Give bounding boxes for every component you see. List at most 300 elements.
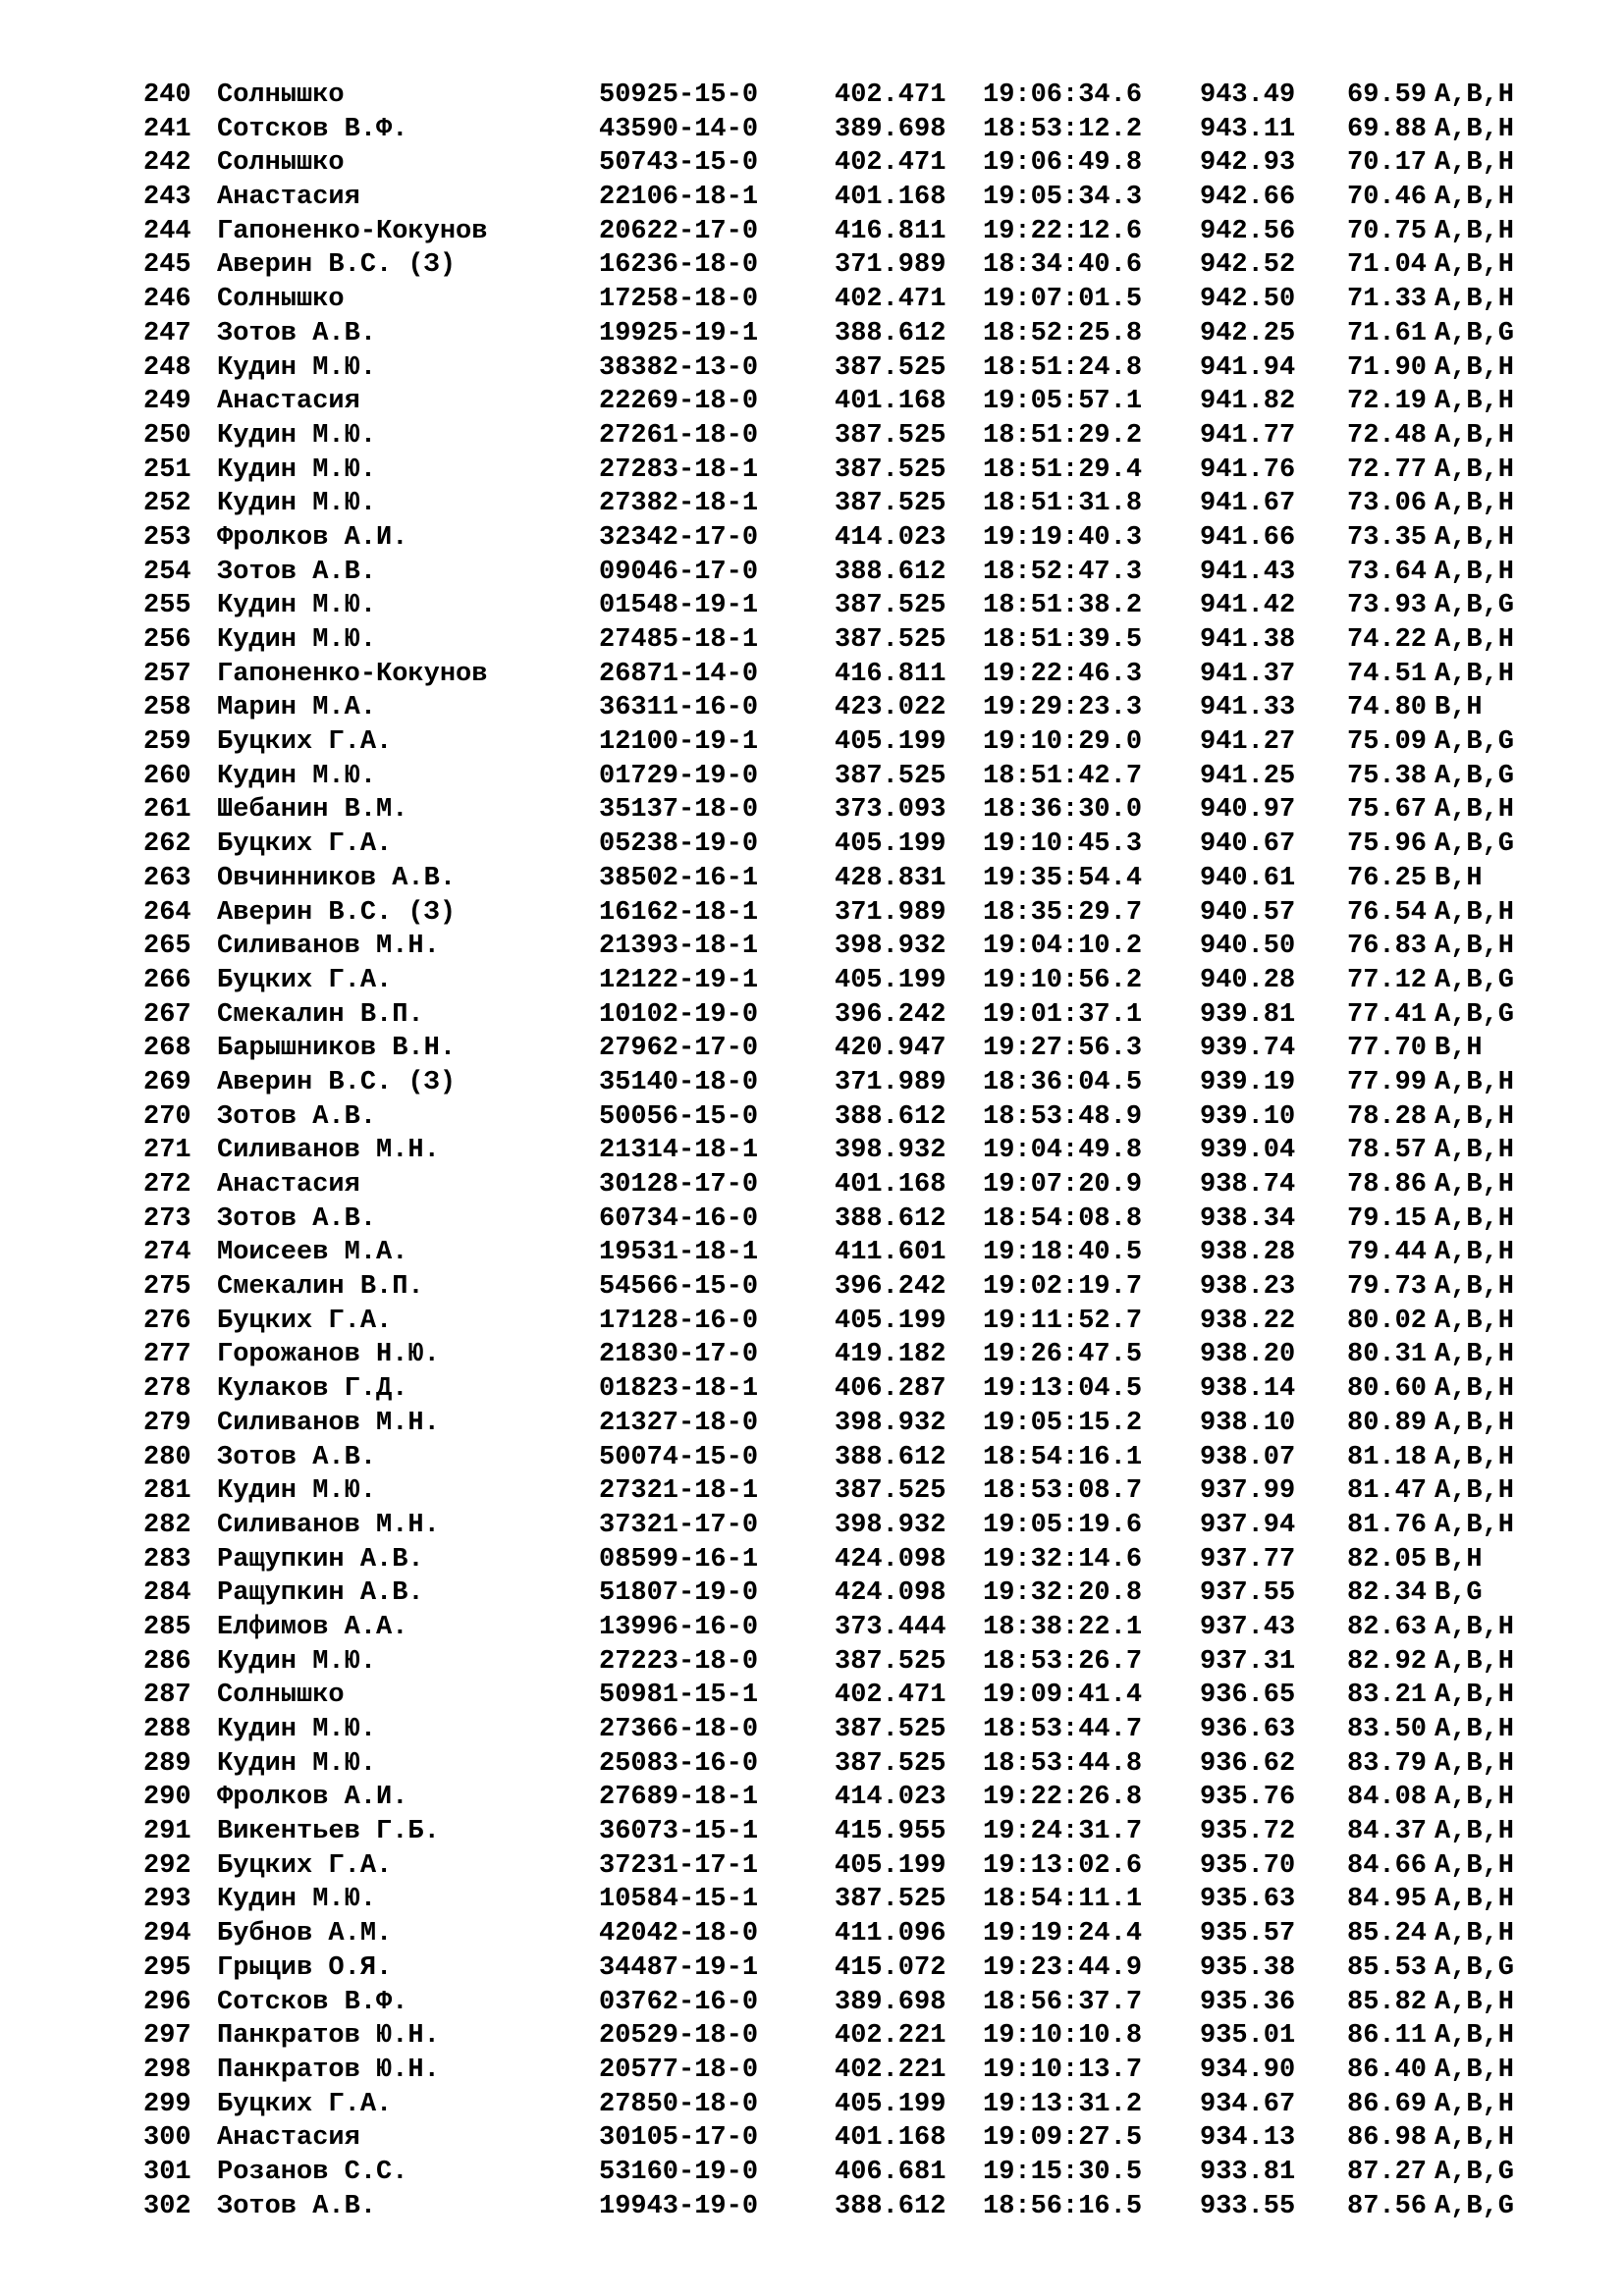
coefficient: 76.25 (1347, 863, 1428, 893)
distance: 405.199 (835, 2089, 947, 2119)
speed: 940.97 (1200, 795, 1296, 826)
fancier-name: Сотсков В.Ф. (217, 1987, 408, 2017)
coefficient: 87.27 (1347, 2157, 1428, 2187)
coefficient: 69.59 (1347, 80, 1428, 110)
codes: A,B,H (1435, 897, 1515, 928)
place-number: 289 (143, 1748, 191, 1779)
codes: A,B,H (1435, 1987, 1515, 2017)
place-number: 269 (143, 1067, 191, 1097)
codes: A,B,H (1435, 1476, 1515, 1507)
result-row (0, 2190, 1624, 2224)
arrival-time: 18:36:04.5 (983, 1067, 1143, 1097)
place-number: 248 (143, 352, 191, 383)
ring-number: 19943-19-0 (599, 2191, 759, 2221)
codes: A,B,H (1435, 454, 1515, 485)
result-row (0, 1032, 1624, 1066)
place-number: 259 (143, 727, 191, 758)
codes: B,H (1435, 863, 1483, 893)
ring-number: 50074-15-0 (599, 1442, 759, 1472)
speed: 941.25 (1200, 761, 1296, 791)
distance: 402.471 (835, 1681, 947, 1711)
codes: A,B,H (1435, 1783, 1515, 1813)
arrival-time: 19:10:56.2 (983, 965, 1143, 995)
arrival-time: 18:51:29.4 (983, 454, 1143, 485)
codes: A,B,H (1435, 2123, 1515, 2154)
coefficient: 81.18 (1347, 1442, 1428, 1472)
coefficient: 83.50 (1347, 1715, 1428, 1744)
distance: 398.932 (835, 1510, 947, 1540)
arrival-time: 19:10:45.3 (983, 829, 1143, 860)
result-row (0, 181, 1624, 215)
codes: A,B,G (1435, 727, 1515, 758)
fancier-name: Горожанов Н.Ю. (217, 1340, 440, 1370)
ring-number: 26871-14-0 (599, 659, 759, 689)
speed: 943.49 (1200, 80, 1296, 110)
coefficient: 78.86 (1347, 1170, 1428, 1200)
distance: 406.681 (835, 2157, 947, 2187)
place-number: 297 (143, 2021, 191, 2052)
distance: 387.525 (835, 1748, 947, 1779)
ring-number: 60734-16-0 (599, 1203, 759, 1234)
fancier-name: Силиванов М.Н. (217, 1408, 440, 1438)
codes: A,B,H (1435, 1646, 1515, 1677)
distance: 387.525 (835, 420, 947, 451)
speed: 940.61 (1200, 863, 1296, 893)
fancier-name: Аверин В.С. (З) (217, 250, 457, 281)
distance: 387.525 (835, 454, 947, 485)
fancier-name: Кудин М.Ю. (217, 761, 377, 791)
fancier-name: Силиванов М.Н. (217, 1136, 440, 1166)
coefficient: 77.41 (1347, 999, 1428, 1030)
place-number: 266 (143, 965, 191, 995)
distance: 402.471 (835, 285, 947, 315)
distance: 388.612 (835, 1442, 947, 1472)
coefficient: 71.61 (1347, 318, 1428, 348)
fancier-name: Аверин В.С. (З) (217, 1067, 457, 1097)
result-row (0, 2054, 1624, 2088)
result-row (0, 1474, 1624, 1509)
coefficient: 72.48 (1347, 420, 1428, 451)
fancier-name: Кудин М.Ю. (217, 1885, 377, 1915)
place-number: 260 (143, 761, 191, 791)
arrival-time: 19:05:19.6 (983, 1510, 1143, 1540)
coefficient: 71.04 (1347, 250, 1428, 281)
fancier-name: Викентьев Г.Б. (217, 1817, 440, 1847)
distance: 405.199 (835, 965, 947, 995)
ring-number: 42042-18-0 (599, 1919, 759, 1949)
result-row (0, 1202, 1624, 1237)
arrival-time: 18:51:24.8 (983, 352, 1143, 383)
result-row (0, 351, 1624, 386)
arrival-time: 19:06:49.8 (983, 148, 1143, 179)
speed: 942.66 (1200, 183, 1296, 213)
coefficient: 83.79 (1347, 1748, 1428, 1779)
distance: 398.932 (835, 932, 947, 962)
fancier-name: Анастасия (217, 387, 360, 417)
distance: 371.989 (835, 897, 947, 928)
place-number: 286 (143, 1646, 191, 1677)
coefficient: 79.73 (1347, 1272, 1428, 1303)
ring-number: 22106-18-1 (599, 183, 759, 213)
codes: B,G (1435, 1578, 1483, 1609)
codes: A,B,H (1435, 1101, 1515, 1132)
speed: 941.37 (1200, 659, 1296, 689)
distance: 389.698 (835, 1987, 947, 2017)
result-row (0, 1441, 1624, 1475)
result-row (0, 1372, 1624, 1407)
place-number: 258 (143, 693, 191, 723)
ring-number: 25083-16-0 (599, 1748, 759, 1779)
speed: 942.50 (1200, 285, 1296, 315)
arrival-time: 18:36:30.0 (983, 795, 1143, 826)
result-row (0, 1100, 1624, 1135)
fancier-name: Гапоненко-Кокунов (217, 659, 488, 689)
arrival-time: 19:05:57.1 (983, 387, 1143, 417)
fancier-name: Фролков А.И. (217, 1783, 408, 1813)
place-number: 280 (143, 1442, 191, 1472)
coefficient: 86.98 (1347, 2123, 1428, 2154)
ring-number: 21314-18-1 (599, 1136, 759, 1166)
arrival-time: 19:24:31.7 (983, 1817, 1143, 1847)
arrival-time: 19:15:30.5 (983, 2157, 1143, 2187)
ring-number: 03762-16-0 (599, 1987, 759, 2017)
result-row (0, 317, 1624, 351)
coefficient: 74.80 (1347, 693, 1428, 723)
ring-number: 19925-19-1 (599, 318, 759, 348)
fancier-name: Солнышко (217, 80, 345, 110)
result-row (0, 419, 1624, 454)
speed: 937.94 (1200, 1510, 1296, 1540)
result-row (0, 793, 1624, 828)
distance: 411.601 (835, 1238, 947, 1268)
speed: 935.63 (1200, 1885, 1296, 1915)
coefficient: 77.12 (1347, 965, 1428, 995)
speed: 934.90 (1200, 2055, 1296, 2085)
result-row (0, 1168, 1624, 1202)
codes: A,B,H (1435, 795, 1515, 826)
arrival-time: 19:09:27.5 (983, 2123, 1143, 2154)
speed: 938.07 (1200, 1442, 1296, 1472)
speed: 941.42 (1200, 591, 1296, 621)
fancier-name: Сотсков В.Ф. (217, 114, 408, 144)
ring-number: 22269-18-0 (599, 387, 759, 417)
coefficient: 76.54 (1347, 897, 1428, 928)
place-number: 257 (143, 659, 191, 689)
arrival-time: 18:53:08.7 (983, 1476, 1143, 1507)
codes: A,B,G (1435, 2157, 1515, 2187)
distance: 401.168 (835, 183, 947, 213)
fancier-name: Розанов С.С. (217, 2157, 408, 2187)
codes: A,B,H (1435, 2021, 1515, 2052)
coefficient: 70.75 (1347, 216, 1428, 246)
place-number: 300 (143, 2123, 191, 2154)
coefficient: 77.99 (1347, 1067, 1428, 1097)
speed: 939.81 (1200, 999, 1296, 1030)
result-row (0, 556, 1624, 590)
coefficient: 71.90 (1347, 352, 1428, 383)
fancier-name: Елфимов А.А. (217, 1612, 408, 1642)
arrival-time: 19:22:46.3 (983, 659, 1143, 689)
speed: 937.55 (1200, 1578, 1296, 1609)
distance: 373.093 (835, 795, 947, 826)
coefficient: 75.38 (1347, 761, 1428, 791)
ring-number: 27321-18-1 (599, 1476, 759, 1507)
result-row (0, 1781, 1624, 1815)
fancier-name: Кудин М.Ю. (217, 1748, 377, 1779)
place-number: 240 (143, 80, 191, 110)
arrival-time: 19:13:31.2 (983, 2089, 1143, 2119)
arrival-time: 18:54:11.1 (983, 1885, 1143, 1915)
result-row (0, 2156, 1624, 2190)
result-row (0, 1986, 1624, 2020)
codes: A,B,G (1435, 829, 1515, 860)
place-number: 301 (143, 2157, 191, 2187)
place-number: 276 (143, 1306, 191, 1336)
ring-number: 51807-19-0 (599, 1578, 759, 1609)
place-number: 252 (143, 489, 191, 519)
speed: 939.19 (1200, 1067, 1296, 1097)
fancier-name: Кудин М.Ю. (217, 489, 377, 519)
ring-number: 38502-16-1 (599, 863, 759, 893)
fancier-name: Солнышко (217, 1681, 345, 1711)
speed: 940.57 (1200, 897, 1296, 928)
coefficient: 81.76 (1347, 1510, 1428, 1540)
arrival-time: 18:56:37.7 (983, 1987, 1143, 2017)
arrival-time: 18:35:29.7 (983, 897, 1143, 928)
speed: 934.67 (1200, 2089, 1296, 2119)
coefficient: 87.56 (1347, 2191, 1428, 2221)
codes: A,B,H (1435, 1272, 1515, 1303)
fancier-name: Зотов А.В. (217, 318, 377, 348)
codes: A,B,H (1435, 1170, 1515, 1200)
ring-number: 43590-14-0 (599, 114, 759, 144)
arrival-time: 18:52:25.8 (983, 318, 1143, 348)
distance: 388.612 (835, 318, 947, 348)
coefficient: 70.46 (1347, 183, 1428, 213)
coefficient: 75.67 (1347, 795, 1428, 826)
coefficient: 78.28 (1347, 1101, 1428, 1132)
ring-number: 12122-19-1 (599, 965, 759, 995)
codes: A,B,G (1435, 318, 1515, 348)
ring-number: 17258-18-0 (599, 285, 759, 315)
speed: 942.93 (1200, 148, 1296, 179)
coefficient: 79.15 (1347, 1203, 1428, 1234)
fancier-name: Панкратов Ю.Н. (217, 2021, 440, 2052)
result-row (0, 215, 1624, 249)
distance: 387.525 (835, 625, 947, 655)
ring-number: 34487-19-1 (599, 1952, 759, 1983)
speed: 941.77 (1200, 420, 1296, 451)
coefficient: 85.53 (1347, 1952, 1428, 1983)
ring-number: 27962-17-0 (599, 1034, 759, 1064)
fancier-name: Силиванов М.Н. (217, 1510, 440, 1540)
place-number: 275 (143, 1272, 191, 1303)
speed: 935.70 (1200, 1850, 1296, 1881)
distance: 387.525 (835, 1646, 947, 1677)
speed: 938.74 (1200, 1170, 1296, 1200)
result-row (0, 1270, 1624, 1305)
speed: 938.22 (1200, 1306, 1296, 1336)
ring-number: 08599-16-1 (599, 1544, 759, 1575)
fancier-name: Силиванов М.Н. (217, 932, 440, 962)
arrival-time: 19:32:14.6 (983, 1544, 1143, 1575)
codes: A,B,H (1435, 659, 1515, 689)
fancier-name: Шебанин В.М. (217, 795, 408, 826)
result-row (0, 1066, 1624, 1100)
distance: 388.612 (835, 1101, 947, 1132)
arrival-time: 19:19:40.3 (983, 522, 1143, 553)
distance: 420.947 (835, 1034, 947, 1064)
speed: 935.72 (1200, 1817, 1296, 1847)
place-number: 287 (143, 1681, 191, 1711)
fancier-name: Анастасия (217, 1170, 360, 1200)
place-number: 293 (143, 1885, 191, 1915)
ring-number: 30105-17-0 (599, 2123, 759, 2154)
fancier-name: Буцких Г.А. (217, 2089, 393, 2119)
coefficient: 76.83 (1347, 932, 1428, 962)
ring-number: 54566-15-0 (599, 1272, 759, 1303)
distance: 402.221 (835, 2055, 947, 2085)
ring-number: 05238-19-0 (599, 829, 759, 860)
distance: 414.023 (835, 522, 947, 553)
coefficient: 74.51 (1347, 659, 1428, 689)
codes: B,H (1435, 1544, 1483, 1575)
coefficient: 73.35 (1347, 522, 1428, 553)
arrival-time: 18:54:08.8 (983, 1203, 1143, 1234)
distance: 401.168 (835, 2123, 947, 2154)
result-row (0, 964, 1624, 998)
ring-number: 12100-19-1 (599, 727, 759, 758)
arrival-time: 18:53:26.7 (983, 1646, 1143, 1677)
coefficient: 75.96 (1347, 829, 1428, 860)
distance: 402.221 (835, 2021, 947, 2052)
place-number: 262 (143, 829, 191, 860)
distance: 387.525 (835, 489, 947, 519)
coefficient: 80.31 (1347, 1340, 1428, 1370)
fancier-name: Ращупкин А.В. (217, 1544, 424, 1575)
distance: 428.831 (835, 863, 947, 893)
codes: A,B,H (1435, 489, 1515, 519)
result-row (0, 760, 1624, 794)
codes: A,B,H (1435, 285, 1515, 315)
arrival-time: 19:07:01.5 (983, 285, 1143, 315)
distance: 406.287 (835, 1374, 947, 1405)
arrival-time: 19:18:40.5 (983, 1238, 1143, 1268)
arrival-time: 18:51:42.7 (983, 761, 1143, 791)
arrival-time: 18:56:16.5 (983, 2191, 1143, 2221)
result-row (0, 1679, 1624, 1713)
arrival-time: 18:53:48.9 (983, 1101, 1143, 1132)
ring-number: 17128-16-0 (599, 1306, 759, 1336)
place-number: 283 (143, 1544, 191, 1575)
coefficient: 73.64 (1347, 557, 1428, 587)
coefficient: 78.57 (1347, 1136, 1428, 1166)
place-number: 253 (143, 522, 191, 553)
codes: A,B,H (1435, 1306, 1515, 1336)
ring-number: 35137-18-0 (599, 795, 759, 826)
distance: 388.612 (835, 2191, 947, 2221)
codes: A,B,H (1435, 114, 1515, 144)
fancier-name: Кудин М.Ю. (217, 1476, 377, 1507)
place-number: 268 (143, 1034, 191, 1064)
codes: A,B,H (1435, 2089, 1515, 2119)
ring-number: 20529-18-0 (599, 2021, 759, 2052)
speed: 937.99 (1200, 1476, 1296, 1507)
fancier-name: Анастасия (217, 2123, 360, 2154)
coefficient: 86.11 (1347, 2021, 1428, 2052)
place-number: 249 (143, 387, 191, 417)
speed: 938.34 (1200, 1203, 1296, 1234)
place-number: 281 (143, 1476, 191, 1507)
place-number: 277 (143, 1340, 191, 1370)
speed: 942.56 (1200, 216, 1296, 246)
arrival-time: 19:26:47.5 (983, 1340, 1143, 1370)
result-row (0, 454, 1624, 488)
speed: 941.38 (1200, 625, 1296, 655)
fancier-name: Зотов А.В. (217, 2191, 377, 2221)
ring-number: 27223-18-0 (599, 1646, 759, 1677)
place-number: 245 (143, 250, 191, 281)
place-number: 274 (143, 1238, 191, 1268)
ring-number: 36311-16-0 (599, 693, 759, 723)
fancier-name: Панкратов Ю.Н. (217, 2055, 440, 2085)
ring-number: 01548-19-1 (599, 591, 759, 621)
fancier-name: Буцких Г.А. (217, 727, 393, 758)
fancier-name: Буцких Г.А. (217, 1850, 393, 1881)
codes: A,B,G (1435, 965, 1515, 995)
place-number: 299 (143, 2089, 191, 2119)
place-number: 278 (143, 1374, 191, 1405)
place-number: 264 (143, 897, 191, 928)
codes: A,B,H (1435, 80, 1515, 110)
place-number: 296 (143, 1987, 191, 2017)
arrival-time: 19:05:34.3 (983, 183, 1143, 213)
distance: 405.199 (835, 829, 947, 860)
fancier-name: Кулаков Г.Д. (217, 1374, 408, 1405)
arrival-time: 18:53:44.8 (983, 1748, 1143, 1779)
coefficient: 84.08 (1347, 1783, 1428, 1813)
speed: 934.13 (1200, 2123, 1296, 2154)
place-number: 272 (143, 1170, 191, 1200)
codes: B,H (1435, 693, 1483, 723)
codes: A,B,H (1435, 1340, 1515, 1370)
fancier-name: Зотов А.В. (217, 1442, 377, 1472)
distance: 371.989 (835, 250, 947, 281)
arrival-time: 18:53:44.7 (983, 1715, 1143, 1744)
distance: 401.168 (835, 1170, 947, 1200)
codes: A,B,H (1435, 1885, 1515, 1915)
coefficient: 83.21 (1347, 1681, 1428, 1711)
codes: A,B,H (1435, 420, 1515, 451)
coefficient: 85.24 (1347, 1919, 1428, 1949)
distance: 387.525 (835, 352, 947, 383)
ring-number: 37231-17-1 (599, 1850, 759, 1881)
result-row (0, 487, 1624, 521)
place-number: 271 (143, 1136, 191, 1166)
distance: 401.168 (835, 387, 947, 417)
coefficient: 84.37 (1347, 1817, 1428, 1847)
result-row (0, 1849, 1624, 1884)
speed: 939.04 (1200, 1136, 1296, 1166)
coefficient: 82.05 (1347, 1544, 1428, 1575)
codes: A,B,G (1435, 761, 1515, 791)
arrival-time: 19:05:15.2 (983, 1408, 1143, 1438)
distance: 416.811 (835, 216, 947, 246)
codes: A,B,G (1435, 999, 1515, 1030)
codes: A,B,H (1435, 216, 1515, 246)
distance: 396.242 (835, 999, 947, 1030)
coefficient: 72.19 (1347, 387, 1428, 417)
